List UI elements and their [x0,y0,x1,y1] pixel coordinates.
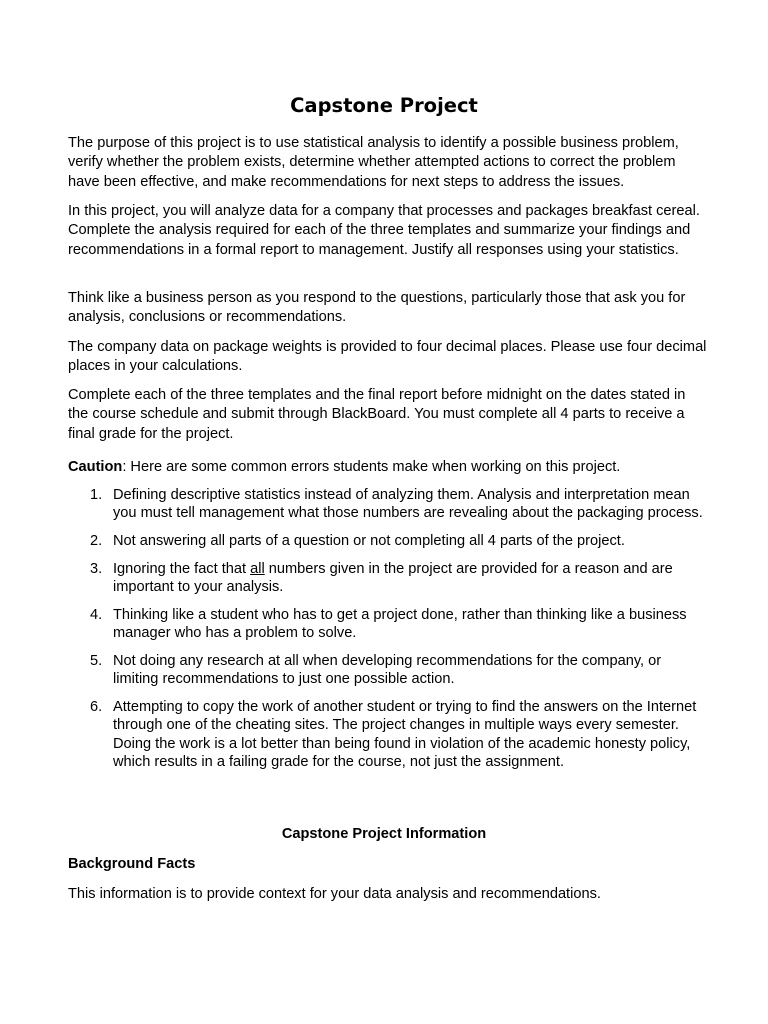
background-paragraph: This information is to provide context for your data analysis and recommendations. [68,886,601,902]
list-item [68,652,708,688]
decimal-places-paragraph: The company data on package weights is provided to four decimal places. Please use four decimal places in your calculations. [68,339,707,375]
list-item-text-pre: Ignoring the fact that [113,560,251,577]
list-item-text: Thinking like a student who has to get a project done, rather than thinking like a business manager who has a problem to solve. [113,607,687,642]
list-item [68,698,708,771]
project-overview-paragraph: In this project, you will analyze data for a company that processes and packages breakfast cereal. Complete the analysis required for each of the three templates and summarize your findings and recommendations in a formal report to management. Justify all responses using your statistics. [68,203,700,258]
list-item-text: Defining descriptive statistics instead of analyzing them. Analysis and interpretation mean you must tell management what those numbers are revealing about the packaging process. [113,487,703,522]
background-facts-heading: Background Facts [68,856,196,872]
list-item-text: Attempting to copy the work of another student or trying to find the answers on the Internet through one of the cheating sites. The project changes in multiple ways every semester. Doing the work is a lot better than being found in violation of the academic honesty policy, which results in a failing grade for the course, not just the assignment. [113,699,697,770]
caution-paragraph [68,458,708,477]
business-thinking-paragraph: Think like a business person as you respond to the questions, particularly those that ask you for analysis, conclusions or recommendations. [68,290,686,326]
list-item [68,606,708,642]
section-heading: Capstone Project Information [281,826,487,842]
list-item-text-post: numbers given in the project are provided for a reason and are important to your analysis. [113,560,673,596]
list-item-number: 6. [90,699,103,716]
list-item-number: 5. [90,653,103,670]
purpose-paragraph: The purpose of this project is to use statistical analysis to identify a possible business problem, verify whether the problem exists, determine whether attempted actions to correct the problem have been effective, and make recommendations for next steps to address the issues. [68,135,679,190]
caution-label: Caution [68,459,123,475]
deadline-paragraph: Complete each of the three templates and the final report before midnight on the dates stated in the course schedule and submit through BlackBoard. You must complete all 4 parts to receive a final grade for the project. [68,387,686,442]
list-item-text: Not answering all parts of a question or not completing all 4 parts of the project. [113,533,625,550]
list-item-number: 1. [90,487,103,503]
list-item [68,532,708,550]
list-item-number: 4. [90,607,103,624]
document-title: Capstone Project [290,94,478,117]
list-item-number: 2. [90,533,103,550]
list-item-text: Not doing any research at all when developing recommendations for the company, or limiting recommendations to just one possible action. [113,653,662,688]
list-item [68,486,708,522]
list-item [68,560,708,596]
caution-text: : Here are some common errors students make when working on this project. [122,459,621,475]
common-errors-list [68,486,708,781]
list-item-number: 3. [90,560,103,577]
underlined-word: all [250,560,265,577]
